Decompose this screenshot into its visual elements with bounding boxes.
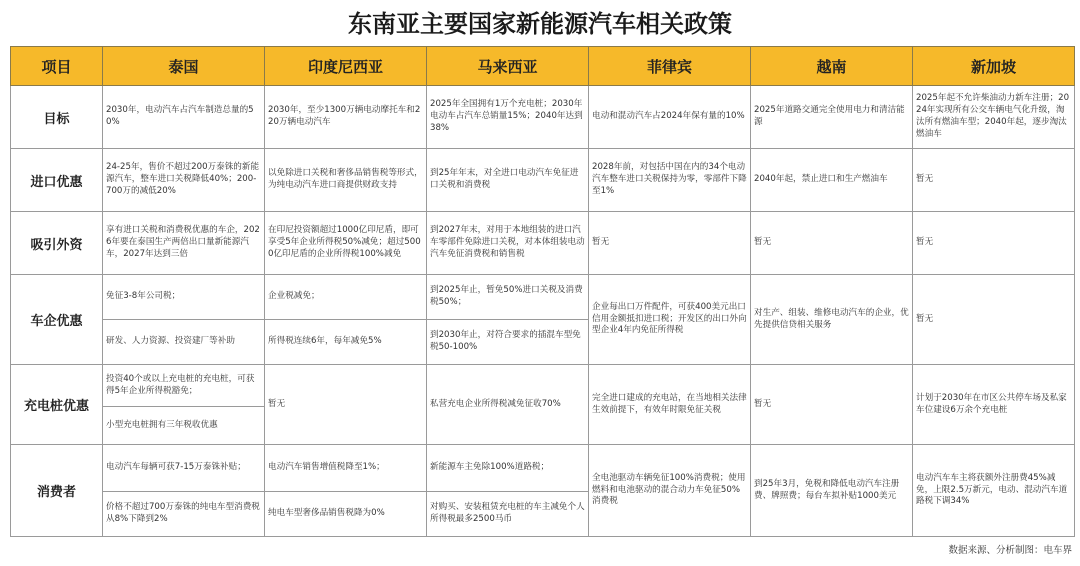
column-header-item: 项目: [11, 47, 103, 86]
cell-car-thailand-2: 研发、人力资源、投资建厂等补助: [103, 320, 265, 365]
cell-car-indonesia-2: 所得税连续6年，每年减免5%: [265, 320, 427, 365]
table-row-charging: [11, 365, 1075, 407]
cell-target-singapore: 2025年起不允许柴油动力新车注册；2024年实现所有公交车辆电气化升级，淘汰所有燃油车型；2040年起，逐步淘汰燃油车: [913, 86, 1075, 149]
cell-consumer-thailand-2: 价格不超过700万泰铢的纯电车型消费税从8%下降到2%: [103, 492, 265, 537]
cell-investment-singapore: 暂无: [913, 212, 1075, 275]
cell-import-indonesia: 以免除进口关税和奢侈品销售税等形式，为纯电动汽车进口商提供财政支持: [265, 149, 427, 212]
cell-target-philippines: 电动和混动汽车占2024年保有量的10%: [589, 86, 751, 149]
cell-target-thailand: 2030年，电动汽车占汽车制造总量的50%: [103, 86, 265, 149]
cell-charging-malaysia: 私营充电企业所得税减免征收70%: [427, 365, 589, 445]
header-row: [11, 47, 1075, 86]
cell-consumer-singapore: 电动汽车车主将获额外注册费45%减免，上限2.5万新元，电动、混动汽车道路税下调34%: [913, 445, 1075, 537]
cell-import-vietnam: 2040年起，禁止进口和生产燃油车: [751, 149, 913, 212]
cell-import-thailand: 24-25年，售价不超过200万泰铢的新能源汽车，整车进口关税降低40%；200-700万的减低20%: [103, 149, 265, 212]
cell-import-singapore: 暂无: [913, 149, 1075, 212]
cell-import-philippines: 2028年前，对包括中国在内的34个电动汽车整车进口关税保持为零，零部件下降至1%: [589, 149, 751, 212]
cell-target-malaysia: 2025年全国拥有1万个充电桩；2030年电动车占汽车总销量15%；2040年达到38%: [427, 86, 589, 149]
cell-charging-thailand-2: 小型充电桩拥有三年税收优惠: [103, 407, 265, 445]
cell-charging-singapore: 计划于2030年在市区公共停车场及私家车位建设6万余个充电桩: [913, 365, 1075, 445]
cell-charging-thailand-1: 投资40个或以上充电桩的充电桩，可获得5年企业所得税豁免；: [103, 365, 265, 407]
cell-consumer-malaysia-2: 对购买、安装租赁充电桩的车主减免个人所得税最多2500马币: [427, 492, 589, 537]
cell-import-malaysia: 到25年年末，对全进口电动汽车免征进口关税和消费税: [427, 149, 589, 212]
table-row-consumer: [11, 445, 1075, 492]
cell-consumer-indonesia-2: 纯电车型奢侈品销售税降为0%: [265, 492, 427, 537]
row-label-foreign-investment: 吸引外资: [11, 212, 103, 275]
row-label-car-companies: 车企优惠: [11, 275, 103, 365]
cell-car-thailand-1: 免征3-8年公司税；: [103, 275, 265, 320]
column-header-malaysia: 马来西亚: [427, 47, 589, 86]
row-label-consumer: 消费者: [11, 445, 103, 537]
cell-charging-indonesia: 暂无: [265, 365, 427, 445]
data-source-note: 数据来源、分析制图：电车界: [948, 545, 1072, 556]
cell-charging-philippines: 完全进口建成的充电站，在当地相关法律生效前提下，有效年时限免征关税: [589, 365, 751, 445]
cell-investment-vietnam: 暂无: [751, 212, 913, 275]
cell-consumer-thailand-1: 电动汽车每辆可获7-15万泰铢补贴；: [103, 445, 265, 492]
cell-target-vietnam: 2025年道路交通完全使用电力和清洁能源: [751, 86, 913, 149]
table-row-foreign-investment: [11, 212, 1075, 275]
cell-charging-vietnam: 暂无: [751, 365, 913, 445]
page-title: 东南亚主要国家新能源汽车相关政策: [348, 9, 732, 38]
row-label-import: 进口优惠: [11, 149, 103, 212]
column-header-philippines: 菲律宾: [589, 47, 751, 86]
cell-car-malaysia-1: 到2025年止，暂免50%进口关税及消费税50%；: [427, 275, 589, 320]
cell-car-singapore: 暂无: [913, 275, 1075, 365]
cell-car-vietnam: 对生产、组装、维修电动汽车的企业，优先提供信贷相关服务: [751, 275, 913, 365]
cell-car-philippines: 企业每出口万件配件，可获400美元出口信用金额抵扣进口税；开发区的出口外向型企业4年内免征所得税: [589, 275, 751, 365]
cell-investment-philippines: 暂无: [589, 212, 751, 275]
cell-car-malaysia-2: 到2030年止，对符合要求的插混车型免税50-100%: [427, 320, 589, 365]
cell-consumer-indonesia-1: 电动汽车销售增值税降至1%；: [265, 445, 427, 492]
cell-target-indonesia: 2030年，至少1300万辆电动摩托车和220万辆电动汽车: [265, 86, 427, 149]
column-header-singapore: 新加坡: [913, 47, 1075, 86]
cell-consumer-malaysia-1: 新能源车主免除100%道路税；: [427, 445, 589, 492]
cell-investment-thailand: 享有进口关税和消费税优惠的车企，2026年要在泰国生产两倍出口量新能源汽车，2027年达到三倍: [103, 212, 265, 275]
cell-consumer-philippines: 全电池驱动车辆免征100%消费税；使用燃料和电池驱动的混合动力车免征50%消费税: [589, 445, 751, 537]
cell-investment-indonesia: 在印尼投资额超过1000亿印尼盾，即可享受5年企业所得税50%减免；超过5000亿印尼盾的企业所得税100%减免: [265, 212, 427, 275]
cell-investment-malaysia: 到2027年末，对用于本地组装的进口汽车零部件免除进口关税，对本体组装电动汽车免征消费税和销售税: [427, 212, 589, 275]
column-header-indonesia: 印度尼西亚: [265, 47, 427, 86]
column-header-vietnam: 越南: [751, 47, 913, 86]
row-label-target: 目标: [11, 86, 103, 149]
cell-car-indonesia-1: 企业税减免；: [265, 275, 427, 320]
column-header-thailand: 泰国: [103, 47, 265, 86]
table-row-car-companies: [11, 275, 1075, 320]
row-label-charging: 充电桩优惠: [11, 365, 103, 445]
policy-table: [10, 46, 1075, 537]
table-row-import: [11, 149, 1075, 212]
table-row-target: [11, 86, 1075, 149]
cell-consumer-vietnam: 到25年3月，免税和降低电动汽车注册费、牌照费；每台车拟补贴1000美元: [751, 445, 913, 537]
